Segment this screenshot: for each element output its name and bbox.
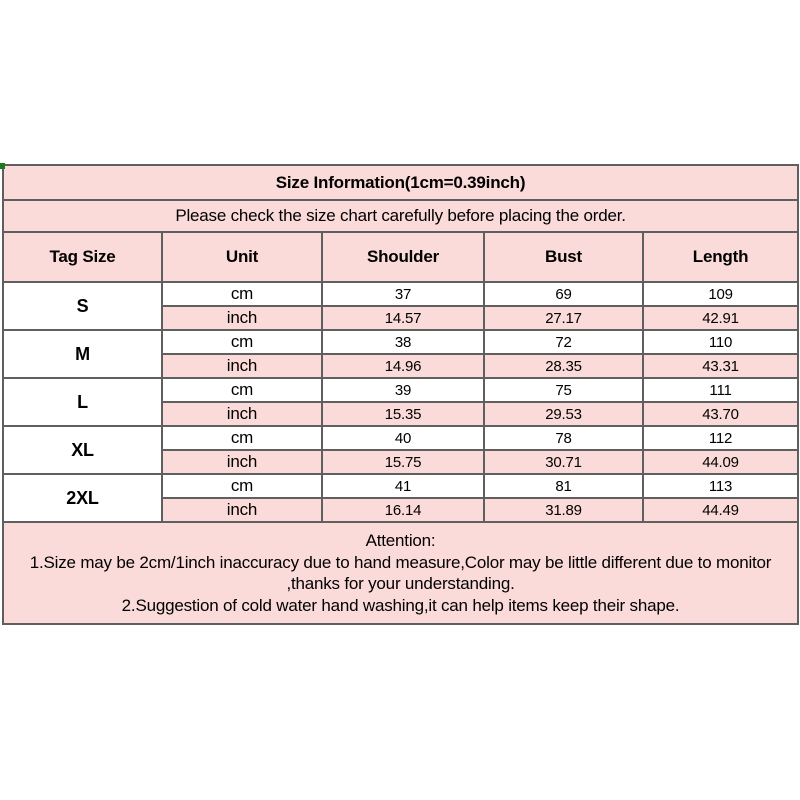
attention-line-1: 1.Size may be 2cm/1inch inaccuracy due to hand measure,Color may be little different due to monitor	[29, 552, 772, 572]
corner-artifact-mark	[0, 163, 5, 169]
value-2xl-cm-shoulder: 41	[322, 474, 484, 498]
column-header-tag-size: Tag Size	[3, 232, 162, 282]
size-chart-table	[2, 164, 799, 625]
table-row	[3, 330, 798, 354]
table-title-row	[3, 165, 798, 200]
attention-row	[3, 522, 798, 624]
value-xl-cm-bust: 78	[484, 426, 643, 450]
size-label-m: M	[3, 330, 162, 378]
unit-label-inch: inch	[162, 450, 322, 474]
column-header-length: Length	[643, 232, 798, 282]
value-m-cm-length: 110	[643, 330, 798, 354]
column-header-shoulder: Shoulder	[322, 232, 484, 282]
table-header-row	[3, 232, 798, 282]
value-2xl-cm-length: 113	[643, 474, 798, 498]
unit-label-inch: inch	[162, 402, 322, 426]
value-2xl-cm-bust: 81	[484, 474, 643, 498]
table-subtitle: Please check the size chart carefully before placing the order.	[3, 200, 798, 232]
value-2xl-inch-length: 44.49	[643, 498, 798, 522]
value-m-inch-shoulder: 14.96	[322, 354, 484, 378]
table-row	[3, 378, 798, 402]
column-header-bust: Bust	[484, 232, 643, 282]
value-s-cm-bust: 69	[484, 282, 643, 306]
column-header-unit: Unit	[162, 232, 322, 282]
size-label-l: L	[3, 378, 162, 426]
value-m-inch-length: 43.31	[643, 354, 798, 378]
value-m-inch-bust: 28.35	[484, 354, 643, 378]
table-row	[3, 474, 798, 498]
attention-line-3: 2.Suggestion of cold water hand washing,it can help items keep their shape.	[121, 595, 680, 615]
unit-label-inch: inch	[162, 306, 322, 330]
value-s-cm-length: 109	[643, 282, 798, 306]
unit-label-cm: cm	[162, 474, 322, 498]
size-label-xl: XL	[3, 426, 162, 474]
value-s-inch-bust: 27.17	[484, 306, 643, 330]
value-m-cm-bust: 72	[484, 330, 643, 354]
size-label-s: S	[3, 282, 162, 330]
attention-heading: Attention:	[365, 531, 436, 550]
unit-label-cm: cm	[162, 378, 322, 402]
table-row	[3, 426, 798, 450]
value-2xl-inch-bust: 31.89	[484, 498, 643, 522]
value-xl-cm-shoulder: 40	[322, 426, 484, 450]
value-l-inch-length: 43.70	[643, 402, 798, 426]
value-s-inch-length: 42.91	[643, 306, 798, 330]
value-l-cm-length: 111	[643, 378, 798, 402]
value-xl-inch-shoulder: 15.75	[322, 450, 484, 474]
table-row	[3, 282, 798, 306]
value-l-inch-bust: 29.53	[484, 402, 643, 426]
value-l-inch-shoulder: 15.35	[322, 402, 484, 426]
attention-note	[3, 522, 798, 624]
table-title: Size Information(1cm=0.39inch)	[3, 165, 798, 200]
value-s-cm-shoulder: 37	[322, 282, 484, 306]
unit-label-inch: inch	[162, 354, 322, 378]
value-2xl-inch-shoulder: 16.14	[322, 498, 484, 522]
attention-line-2: ,thanks for your understanding.	[286, 574, 515, 593]
unit-label-inch: inch	[162, 498, 322, 522]
value-l-cm-bust: 75	[484, 378, 643, 402]
table-subtitle-row	[3, 200, 798, 232]
unit-label-cm: cm	[162, 282, 322, 306]
unit-label-cm: cm	[162, 330, 322, 354]
value-xl-inch-length: 44.09	[643, 450, 798, 474]
unit-label-cm: cm	[162, 426, 322, 450]
value-s-inch-shoulder: 14.57	[322, 306, 484, 330]
value-m-cm-shoulder: 38	[322, 330, 484, 354]
size-label-2xl: 2XL	[3, 474, 162, 522]
value-xl-inch-bust: 30.71	[484, 450, 643, 474]
value-xl-cm-length: 112	[643, 426, 798, 450]
value-l-cm-shoulder: 39	[322, 378, 484, 402]
